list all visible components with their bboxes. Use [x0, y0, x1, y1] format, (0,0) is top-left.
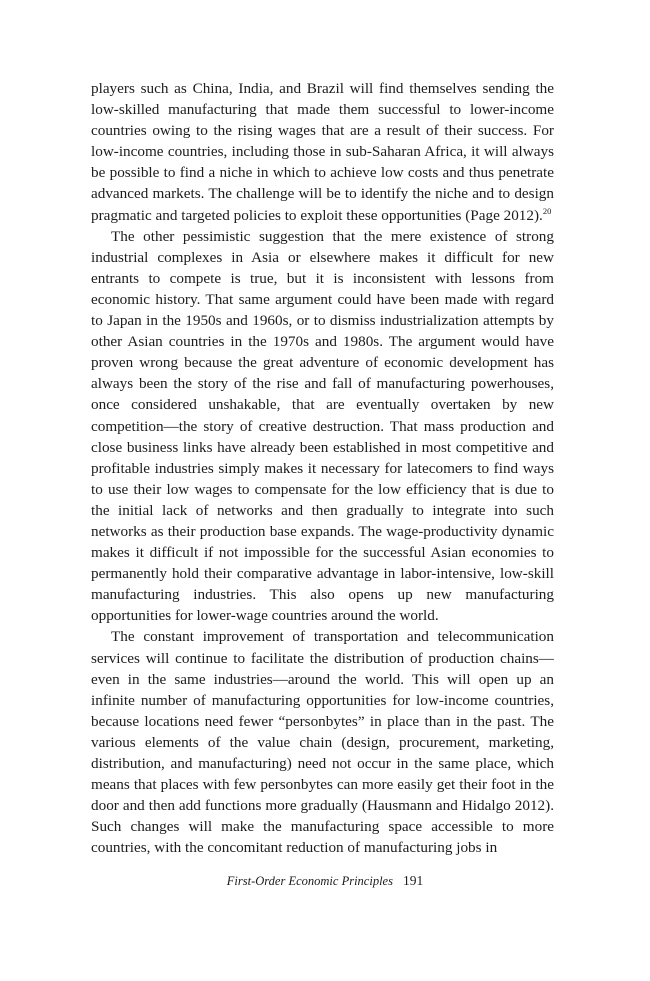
page-number: 191: [402, 873, 424, 888]
body-text: [91, 78, 554, 858]
paragraph-1-text: players such as China, India, and Brazil will find themselves sending the low-skilled manufacturing that made them successful to lower-income countries owing to the rising wages that are a result of their success. For low-income countries, including those in sub-Saharan Africa, it will always be possible to find a niche in which to achieve low costs and thus penetrate advanced markets. The challenge will be to identify the niche and to design pragmatic and targeted policies to exploit these opportunities (Page 2012).: [91, 80, 554, 224]
paragraph-3: The constant improvement of transportation and telecommunication services will continue to facilitate the distribution of production chains—even in the same industries—around the world. This will open up an infinite number of manufacturing opportunities for low-income countries, because locations need fewer “personbytes” in place than in the past. The various elements of the value chain (design, procurement, marketing, distribution, and manufacturing) need not occur in the same place, which means that places with few personbytes can more easily get their foot in the door and then add functions more gradually (Hausmann and Hidalgo 2012). Such changes will make the manufacturing space accessible to more countries, with the concomitant reduction of manufacturing jobs in: [91, 628, 554, 857]
paragraph-2: The other pessimistic suggestion that the mere existence of strong industrial complexes in Asia or elsewhere makes it difficult for new entrants to compete is true, but it is inconsistent with lessons from economic history. That same argument could have been made with regard to Japan in the 1950s and 1960s, or to dismiss industrialization attempts by other Asian countries in the 1970s and 1980s. The argument would have proven wrong because the great adventure of economic development has always been the story of the rise and fall of manufacturing powerhouses, once considered unshakable, that are eventually overtaken by new competition—the story of creative destruction. That mass production and close business links have already been established in most competitive and profitable industries simply makes it necessary for latecomers to find ways to use their low wages to compensate for the low efficiency that is due to the initial lack of networks and then gradually to integrate into such networks as their production base expands. The wage-productivity dynamic makes it difficult if not impossible for the successful Asian economies to permanently hold their comparative advantage in labor-intensive, low-skill manufacturing industries. This also opens up new manufacturing opportunities for lower-wage countries around the world.: [91, 227, 554, 625]
page-footer: [0, 873, 650, 889]
running-head: First-Order Economic Principles: [226, 874, 393, 888]
footnote-reference[interactable]: 20: [542, 205, 552, 216]
paragraph-1: [91, 78, 554, 226]
